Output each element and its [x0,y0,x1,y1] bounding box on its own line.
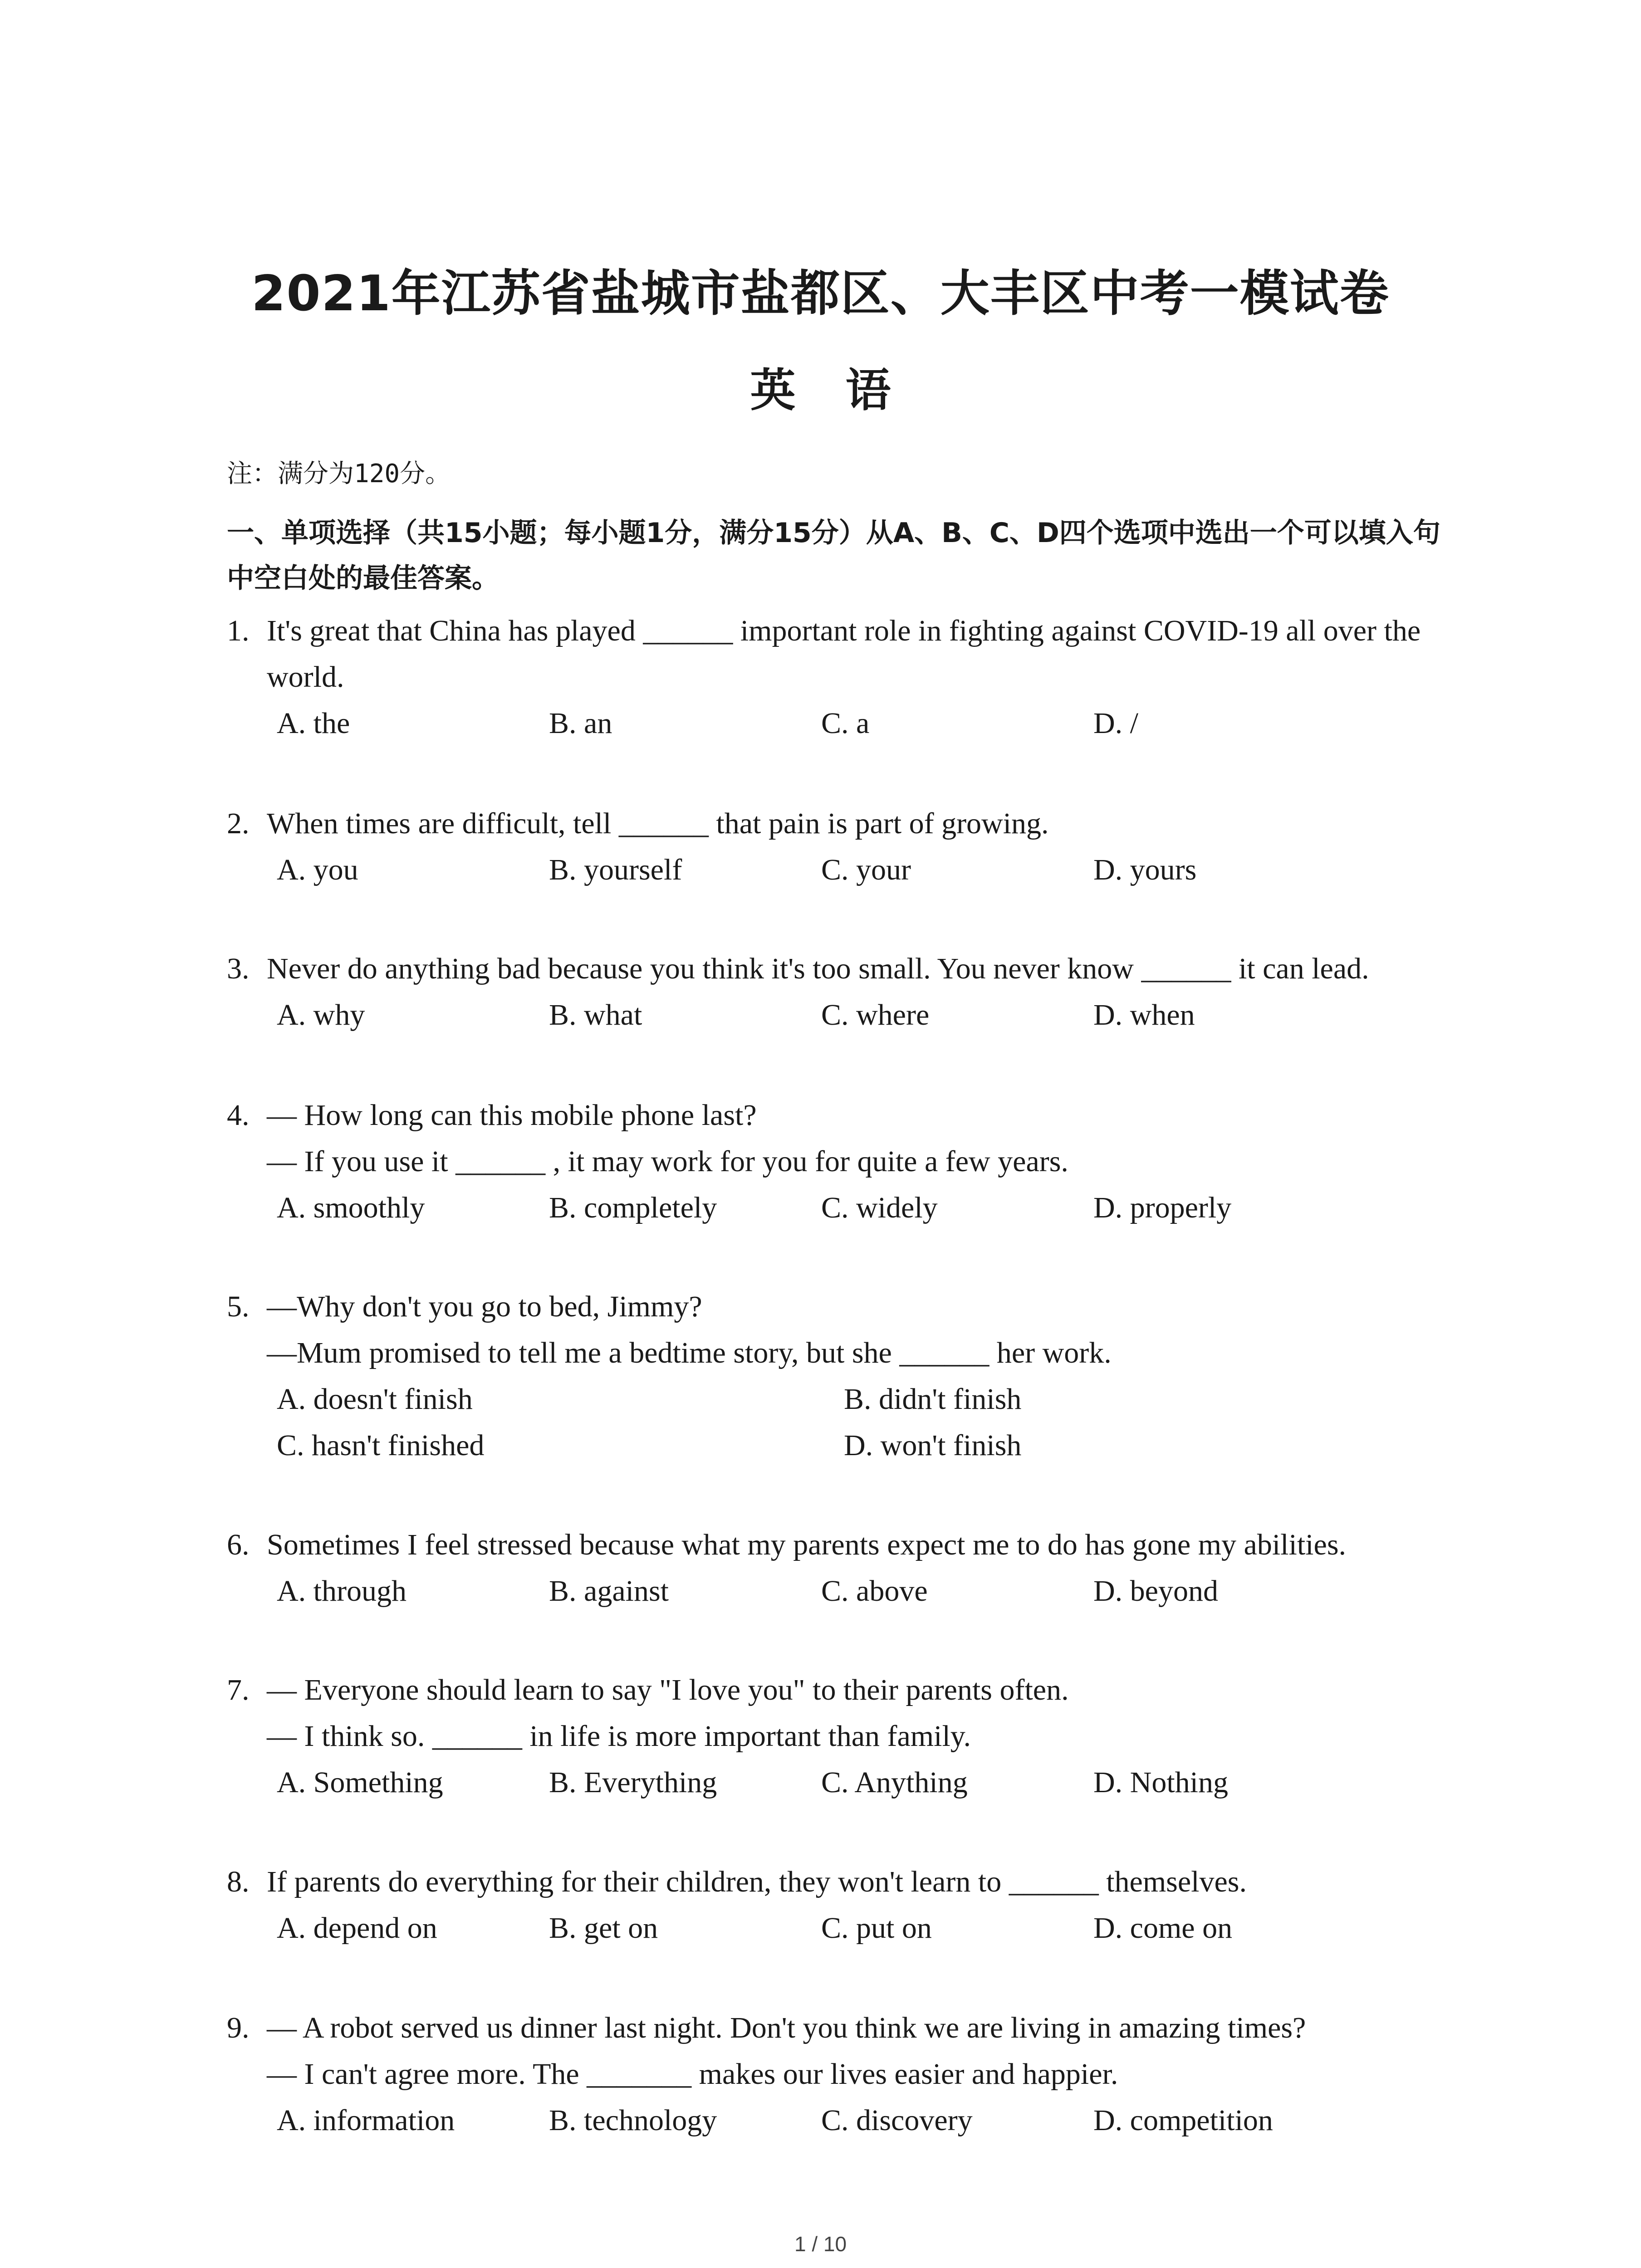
option-d: D. competition [1093,2104,1273,2137]
options [277,1760,1479,1806]
option-b: B. yourself [549,853,682,886]
option-c: C. where [821,998,930,1031]
question-text: If parents do everything for their children, they won't learn to ______ themselves. [267,1865,1247,1898]
option-a: A. the [277,707,350,740]
option-d: D. beyond [1093,1574,1218,1608]
question-text: — A robot served us dinner last night. Don't you think we are living in amazing times? [267,2011,1306,2044]
option-c: C. widely [821,1191,938,1224]
question-text: — Everyone should learn to say "I love you" to their parents often. [267,1673,1069,1706]
option-b: B. what [549,998,642,1031]
option-d: D. when [1093,998,1195,1031]
option-b: B. get on [549,1911,658,1945]
option-b: B. Everything [549,1766,717,1799]
question-5 [227,1284,1479,1469]
options [277,1568,1479,1614]
question-text: When times are difficult, tell ______ that pain is part of growing. [267,807,1049,840]
section-heading: 一、单项选择（共15小题；每小题1分，满分15分）从A、B、C、D四个选项中选出一个可以填入句中空白处的最佳答案。 [227,517,1440,594]
question-9 [227,2005,1479,2144]
question-4 [227,1092,1479,1231]
option-d: D. properly [1093,1191,1232,1224]
question-number: 5. [227,1290,250,1323]
question-number: 3. [227,952,250,985]
option-a: A. doesn't finish [277,1383,473,1416]
question-number: 9. [227,2011,250,2044]
question-text: Never do anything bad because you think it's too small. You never know ______ it can lead. [267,952,1369,985]
options [277,992,1479,1038]
option-a: A. depend on [277,1911,437,1945]
score-note: 注：满分为120分。 [227,459,451,489]
question-7 [227,1667,1479,1806]
question-text: —Mum promised to tell me a bedtime story, but she ______ her work. [267,1336,1112,1369]
option-b: B. completely [549,1191,717,1224]
question-number: 7. [227,1673,250,1706]
question-text: —Why don't you go to bed, Jimmy? [267,1290,702,1323]
question-2 [227,801,1479,893]
option-c: C. hasn't finished [277,1429,485,1462]
option-b: B. an [549,707,612,740]
option-a: A. you [277,853,358,886]
question-6 [227,1522,1479,1614]
exam-subject: 英语 [750,364,941,417]
question-8 [227,1859,1479,1951]
option-d: D. Nothing [1093,1766,1228,1799]
question-3 [227,946,1479,1038]
option-c: C. discovery [821,2104,973,2137]
options [277,1376,1479,1469]
option-d: D. come on [1093,1911,1233,1945]
options [277,700,1479,747]
option-c: C. a [821,707,870,740]
question-number: 1. [227,614,250,647]
options [277,2097,1479,2144]
option-b: B. technology [549,2104,717,2137]
question-number: 4. [227,1099,250,1132]
question-number: 2. [227,807,250,840]
question-text: — I can't agree more. The _______ makes our lives easier and happier. [267,2058,1118,2091]
option-c: C. your [821,853,911,886]
option-d: D. won't finish [844,1429,1022,1462]
option-d: D. yours [1093,853,1197,886]
question-text: — How long can this mobile phone last? [267,1099,757,1132]
option-a: A. Something [277,1766,443,1799]
question-text: — I think so. ______ in life is more important than family. [267,1720,971,1753]
option-c: C. Anything [821,1766,968,1799]
page-number: 1 / 10 [794,2232,847,2256]
option-b: B. didn't finish [844,1383,1022,1416]
option-a: A. smoothly [277,1191,425,1224]
question-number: 6. [227,1528,250,1561]
option-a: A. why [277,998,365,1031]
question-number: 8. [227,1865,250,1898]
option-d: D. / [1093,707,1138,740]
option-c: C. above [821,1574,928,1608]
option-a: A. through [277,1574,407,1608]
options [277,1185,1479,1231]
option-b: B. against [549,1574,669,1608]
question-text: It's great that China has played ______ important role in fighting against COVID-19 all over the world. [267,614,1421,694]
options [277,847,1479,893]
options [277,1905,1479,1951]
question-1 [227,608,1479,747]
exam-title: 2021年江苏省盐城市盐都区、大丰区中考一模试卷 [251,265,1390,322]
question-text: — If you use it ______ , it may work for you for quite a few years. [267,1145,1068,1178]
question-text: Sometimes I feel stressed because what my parents expect me to do has gone my abilities. [267,1528,1346,1561]
option-c: C. put on [821,1911,932,1945]
option-a: A. information [277,2104,455,2137]
